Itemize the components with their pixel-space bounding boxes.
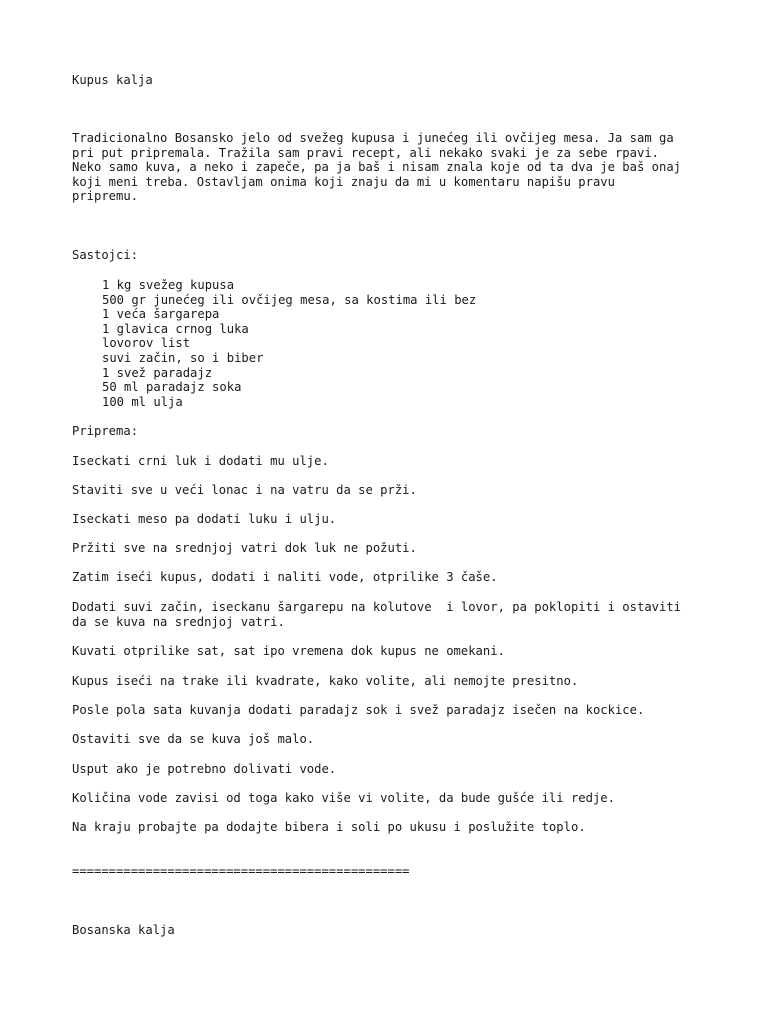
step-line: Kuvati otprilike sat, sat ipo vremena dok kupus ne omekani. bbox=[72, 644, 505, 658]
ingredient-item: 1 svež paradajz bbox=[102, 365, 213, 380]
ingredient-item: 500 gr junećeg ili ovčijeg mesa, sa kostima ili bez bbox=[102, 292, 477, 307]
intro-line: pripremu. bbox=[72, 189, 139, 204]
step-line: Kupus iseći na trake ili kvadrate, kako volite, ali nemojte presitno. bbox=[72, 674, 579, 688]
step-line: Dodati suvi začin, iseckanu šargarepu na kolutove i lovor, pa poklopiti i ostaviti bbox=[72, 600, 682, 614]
next-recipe-title: Bosanska kalja bbox=[72, 923, 175, 937]
step-line: Ostaviti sve da se kuva još malo. bbox=[72, 732, 315, 746]
step-line: Usput ako je potrebno dolivati vode. bbox=[72, 762, 337, 776]
step-line: Iseckati crni luk i dodati mu ulje. bbox=[72, 454, 329, 468]
ingredient-item: lovorov list bbox=[102, 336, 191, 351]
section-separator: ============================================== bbox=[72, 864, 410, 878]
intro-line: Tradicionalno Bosansko jelo od svežeg kupusa i junećeg ili ovčijeg mesa. Ja sam ga bbox=[72, 131, 674, 145]
ingredient-item: suvi začin, so i biber bbox=[102, 351, 264, 365]
ingredients-heading: Sastojci: bbox=[72, 248, 139, 262]
ingredient-item: 1 glavica crnog luka bbox=[102, 321, 249, 336]
step-line: Staviti sve u veći lonac i na vatru da se prži. bbox=[72, 483, 417, 497]
ingredient-item: 50 ml paradajz soka bbox=[102, 380, 242, 395]
intro-line: Neko samo kuva, a neko i zapeče, pa ja baš i nisam znala koje od ta dva je baš onaj bbox=[72, 160, 682, 175]
ingredient-item: 1 kg svežeg kupusa bbox=[102, 278, 235, 292]
step-line: Na kraju probajte pa dodajte bibera i soli po ukusu i poslužite toplo. bbox=[72, 820, 586, 834]
ingredient-item: 100 ml ulja bbox=[102, 394, 183, 409]
step-line: Posle pola sata kuvanja dodati paradajz sok i svež paradajz isečen na kockice. bbox=[72, 703, 645, 717]
step-line: Iseckati meso pa dodati luku i ulju. bbox=[72, 512, 337, 526]
step-line: da se kuva na srednjoj vatri. bbox=[72, 614, 285, 629]
intro-line: koji meni treba. Ostavljam onima koji znaju da mi u komentaru napišu pravu bbox=[72, 174, 615, 189]
ingredient-item: 1 veća šargarepa bbox=[102, 307, 220, 322]
step-line: Zatim iseći kupus, dodati i naliti vode, otprilike 3 čaše. bbox=[72, 570, 498, 584]
recipe-title: Kupus kalja bbox=[72, 73, 153, 87]
intro-line: pri put pripremala. Tražila sam pravi recept, ali nekako svaki je za sebe rpavi. bbox=[72, 145, 659, 160]
step-line: Pržiti sve na srednjoj vatri dok luk ne požuti. bbox=[72, 541, 417, 555]
step-line: Količina vode zavisi od toga kako više vi volite, da bude gušće ili redje. bbox=[72, 791, 615, 805]
preparation-heading: Priprema: bbox=[72, 424, 139, 438]
